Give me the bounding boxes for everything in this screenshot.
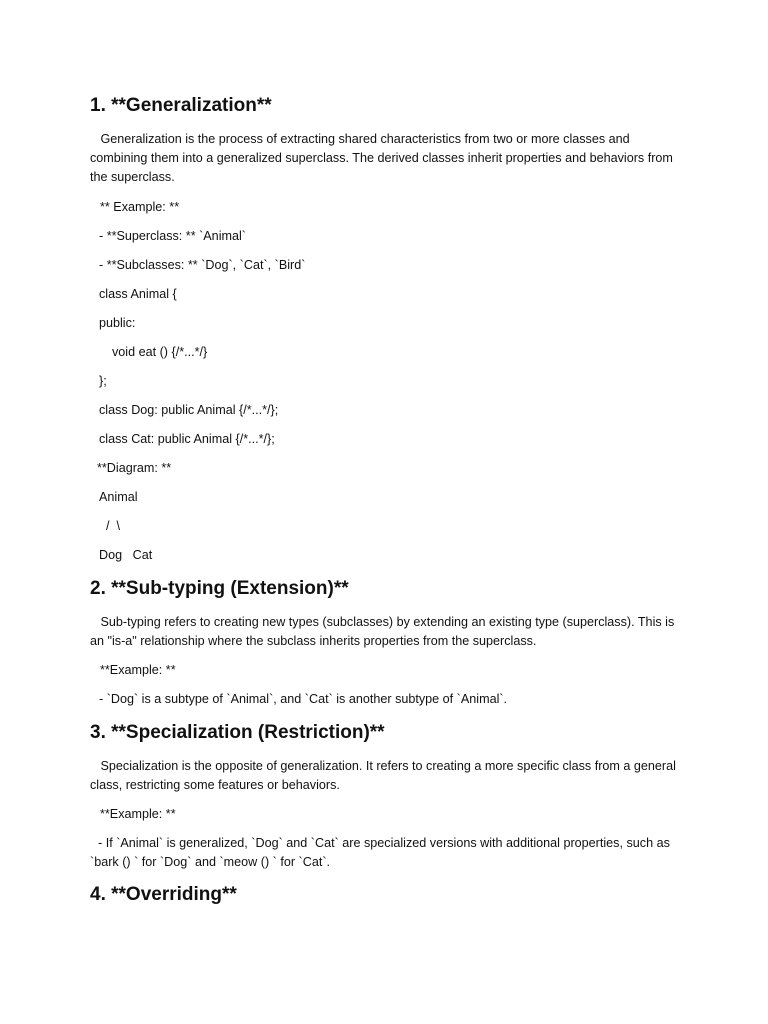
diagram-root-animal: Animal [99,490,138,504]
code-line-close-brace: }; [99,374,107,388]
section-body-subtyping: Sub-typing refers to creating new types (subclasses) by extending an existing type (superclass). This is an "is-a" relationship where the subclass inherits properties from the superclass. [90,615,678,648]
section-heading-specialization: 3. **Specialization (Restriction)** [90,722,385,743]
superclass-line: - **Superclass: ** `Animal` [99,229,246,243]
code-line-class-animal: class Animal { [99,287,177,301]
section-heading-generalization: 1. **Generalization** [90,95,272,116]
example-label: **Example: ** [100,807,176,821]
code-line-void-eat: void eat () {/*...*/} [112,345,208,359]
specialization-example-line-1: - If `Animal` is generalized, `Dog` and `Cat` are specialized versions with additional properties, such as [98,836,670,850]
section-heading-subtyping: 2. **Sub-typing (Extension)** [90,578,349,599]
example-label: **Example: ** [100,663,176,677]
code-line-class-cat: class Cat: public Animal {/*...*/}; [99,432,275,446]
diagram-leaves: Dog Cat [99,548,153,562]
section-body-generalization: Generalization is the process of extracting shared characteristics from two or more classes and combining them into a generalized superclass. The derived classes inherit properties and behaviors from the superclass. [90,132,677,184]
subclasses-line: - **Subclasses: ** `Dog`, `Cat`, `Bird` [99,258,306,272]
diagram-label: **Diagram: ** [97,461,172,475]
subtype-example-line: - `Dog` is a subtype of `Animal`, and `Cat` is another subtype of `Animal`. [99,692,508,706]
diagram-branches: / \ [106,519,120,533]
specialization-example-line-2: `bark () ` for `Dog` and `meow () ` for `Cat`. [90,855,331,869]
code-line-class-dog: class Dog: public Animal {/*...*/}; [99,403,279,417]
section-body-specialization: Specialization is the opposite of generalization. It refers to creating a more specific class from a general class, restricting some features or behaviors. [90,759,680,792]
example-label: ** Example: ** [100,200,180,214]
section-heading-overriding: 4. **Overriding** [90,884,237,905]
code-line-public: public: [99,316,136,330]
